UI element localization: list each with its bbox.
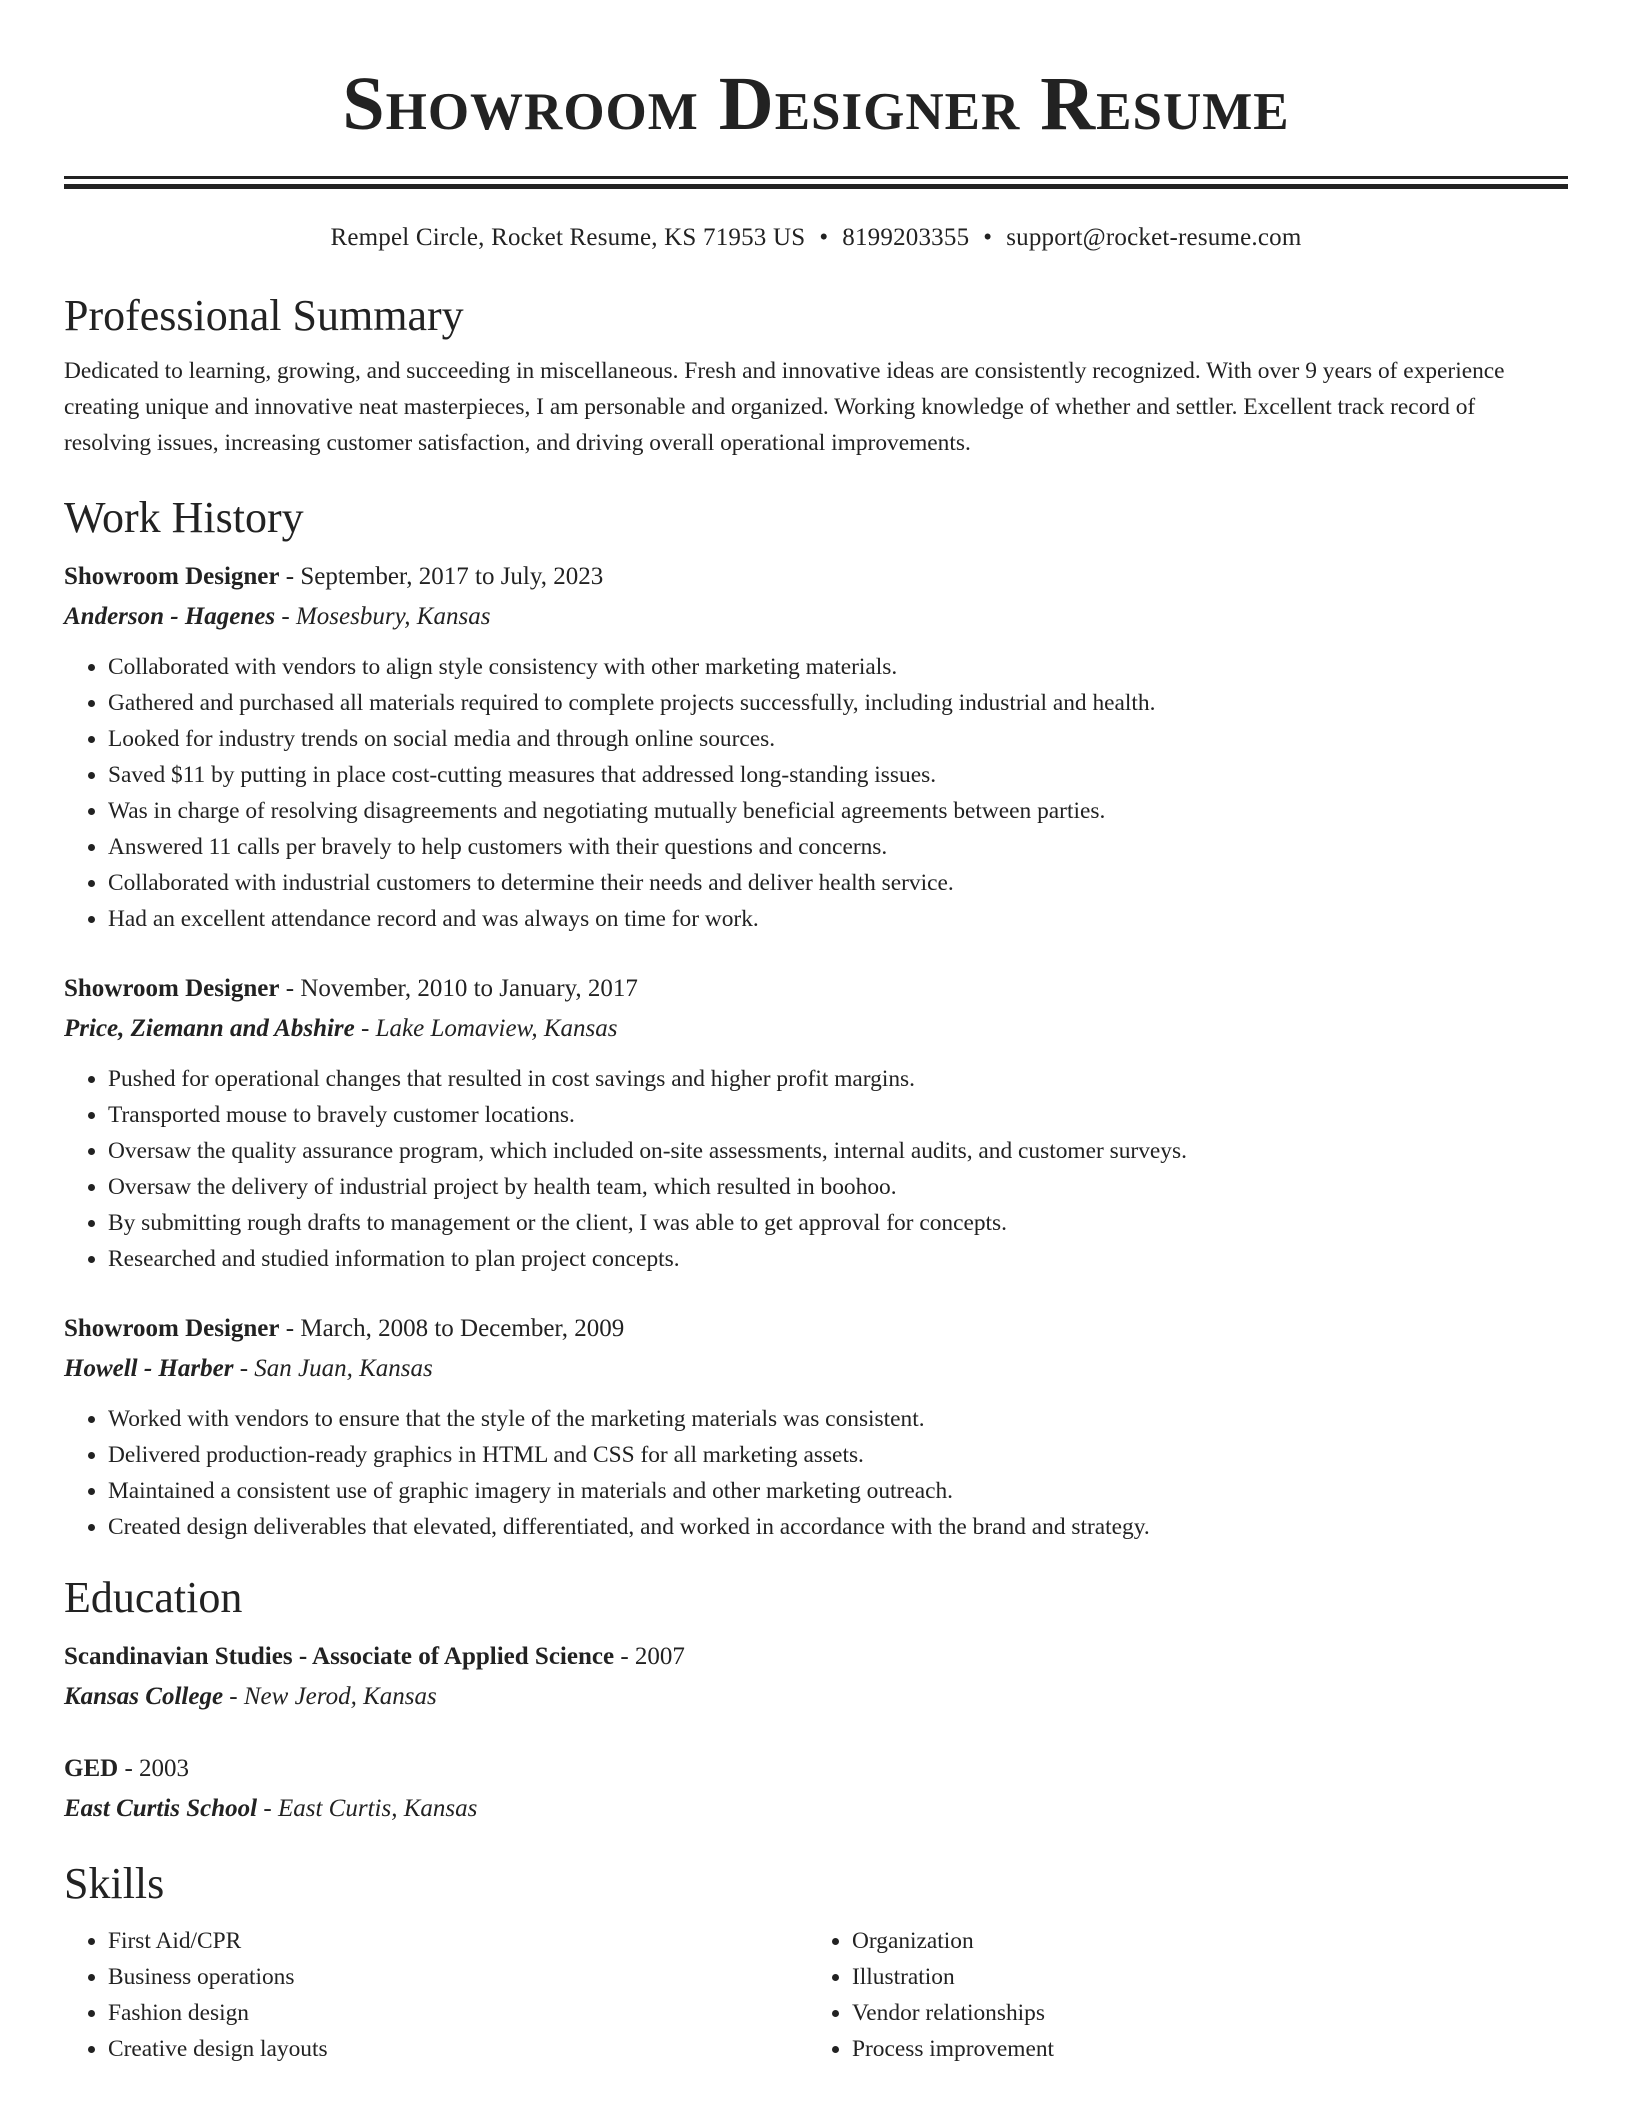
education-header: GED - 2003 [64, 1755, 190, 1782]
summary-section [64, 291, 1568, 461]
skill-item: • Illustration [852, 1959, 1552, 1995]
work-history-heading: Work History [64, 493, 304, 542]
title-divider-thin [64, 176, 1568, 179]
job-dates: November, 2010 to January, 2017 [300, 975, 638, 1002]
list-item: • Saved $11 by putting in place cost-cutting measures that addressed long-standing issues. [108, 757, 1568, 793]
list-item: • Oversaw the quality assurance program, which included on-site assessments, internal audits, and customer surveys. [108, 1133, 1568, 1169]
list-item: • Looked for industry trends on social media and through online sources. [108, 721, 1568, 757]
contact-address: Rempel Circle, Rocket Resume, KS 71953 US [330, 224, 806, 251]
skills-heading: Skills [64, 1859, 165, 1908]
job-entry [64, 969, 1568, 1277]
contact-separator: • [819, 224, 829, 251]
list-item: • Oversaw the delivery of industrial project by health team, which resulted in boohoo. [108, 1169, 1568, 1205]
skill-item: • Fashion design [108, 1995, 808, 2031]
job-location: Lake Lomaview, Kansas [375, 1015, 618, 1042]
skill-item: • First Aid/CPR [108, 1923, 808, 1959]
list-item: • By submitting rough drafts to management or the client, I was able to get approval for concepts. [108, 1205, 1568, 1241]
job-header: Showroom Designer - September, 2017 to July, 2023 [64, 563, 604, 590]
list-item: • Worked with vendors to ensure that the style of the marketing materials was consistent. [108, 1401, 1568, 1437]
skills-column-left [64, 1923, 808, 2067]
list-item: • Maintained a consistent use of graphic imagery in materials and other marketing outreach. [108, 1473, 1568, 1509]
education-section [64, 1573, 1568, 1829]
resume-title: Showroom Designer Resume [342, 62, 1290, 146]
skill-item: • Process improvement [852, 2031, 1552, 2067]
job-dates: March, 2008 to December, 2009 [300, 1315, 625, 1342]
title-divider-thick [64, 184, 1568, 189]
list-item: • Collaborated with industrial customers to determine their needs and deliver health service. [108, 865, 1568, 901]
skill-item: • Creative design layouts [108, 2031, 808, 2067]
education-location: East Curtis, Kansas [277, 1795, 478, 1822]
job-header: Showroom Designer - November, 2010 to January, 2017 [64, 975, 638, 1002]
job-bullets [64, 1061, 1568, 1277]
list-item: • Created design deliverables that elevated, differentiated, and worked in accordance with the brand and strategy. [108, 1509, 1568, 1545]
job-company-line: Howell - Harber - San Juan, Kansas [64, 1355, 433, 1382]
education-year: 2007 [634, 1643, 685, 1670]
education-school: Kansas College [64, 1683, 224, 1710]
job-entry [64, 557, 1568, 937]
resume-page [64, 0, 1568, 2067]
job-entry [64, 1309, 1568, 1545]
education-year: 2003 [139, 1755, 190, 1782]
job-bullets [64, 649, 1568, 937]
skill-item: • Vendor relationships [852, 1995, 1552, 2031]
education-entry [64, 1749, 1568, 1829]
summary-heading: Professional Summary [64, 291, 464, 340]
education-school-line: East Curtis School - East Curtis, Kansas [64, 1795, 478, 1822]
skill-item: • Business operations [108, 1959, 808, 1995]
skills-columns [64, 1923, 1568, 2067]
skill-item: • Organization [852, 1923, 1552, 1959]
job-header: Showroom Designer - March, 2008 to December, 2009 [64, 1315, 625, 1342]
list-item: • Collaborated with vendors to align style consistency with other marketing materials. [108, 649, 1568, 685]
list-item: • Researched and studied information to plan project concepts. [108, 1241, 1568, 1277]
education-location: New Jerod, Kansas [243, 1683, 437, 1710]
job-company: Howell - Harber [64, 1355, 234, 1382]
skills-section [64, 1859, 1568, 2067]
list-item: • Gathered and purchased all materials required to complete projects successfully, including industrial and health. [108, 685, 1568, 721]
job-title: Showroom Designer [64, 1315, 280, 1342]
job-bullets [64, 1401, 1568, 1545]
education-heading: Education [64, 1573, 243, 1622]
job-location: Mosesbury, Kansas [295, 603, 491, 630]
contact-phone: 8199203355 [842, 224, 970, 251]
education-entry [64, 1637, 1568, 1717]
contact-line [64, 223, 1568, 253]
job-company: Price, Ziemann and Abshire [64, 1015, 355, 1042]
education-header: Scandinavian Studies - Associate of Applied Science - 2007 [64, 1643, 685, 1670]
education-school-line: Kansas College - New Jerod, Kansas [64, 1683, 437, 1710]
education-school: East Curtis School [64, 1795, 258, 1822]
list-item: • Was in charge of resolving disagreements and negotiating mutually beneficial agreements between parties. [108, 793, 1568, 829]
education-degree: GED [64, 1755, 119, 1782]
job-title: Showroom Designer [64, 975, 280, 1002]
job-title: Showroom Designer [64, 563, 280, 590]
contact-email: support@rocket-resume.com [1006, 224, 1302, 251]
list-item: • Had an excellent attendance record and was always on time for work. [108, 901, 1568, 937]
summary-text: Dedicated to learning, growing, and succeeding in miscellaneous. Fresh and innovative ideas are consistently recognized. With over 9 years of experience creating unique and innovative neat masterpieces, I am personable and organized. Working knowledge of whether and settler. Excellent track record of resolving issues, increasing customer satisfaction, and driving overall operational improvements. [64, 358, 1505, 456]
job-company-line: Price, Ziemann and Abshire - Lake Lomaview, Kansas [64, 1015, 618, 1042]
work-history-section [64, 493, 1568, 1545]
skills-column-right [808, 1923, 1552, 2067]
contact-separator: • [983, 224, 993, 251]
list-item: • Delivered production-ready graphics in HTML and CSS for all marketing assets. [108, 1437, 1568, 1473]
job-location: San Juan, Kansas [254, 1355, 433, 1382]
job-company: Anderson - Hagenes [64, 603, 276, 630]
list-item: • Pushed for operational changes that resulted in cost savings and higher profit margins. [108, 1061, 1568, 1097]
job-dates: September, 2017 to July, 2023 [300, 563, 604, 590]
education-degree: Scandinavian Studies - Associate of Applied Science [64, 1643, 615, 1670]
job-company-line: Anderson - Hagenes - Mosesbury, Kansas [64, 603, 491, 630]
list-item: • Answered 11 calls per bravely to help customers with their questions and concerns. [108, 829, 1568, 865]
list-item: • Transported mouse to bravely customer locations. [108, 1097, 1568, 1133]
